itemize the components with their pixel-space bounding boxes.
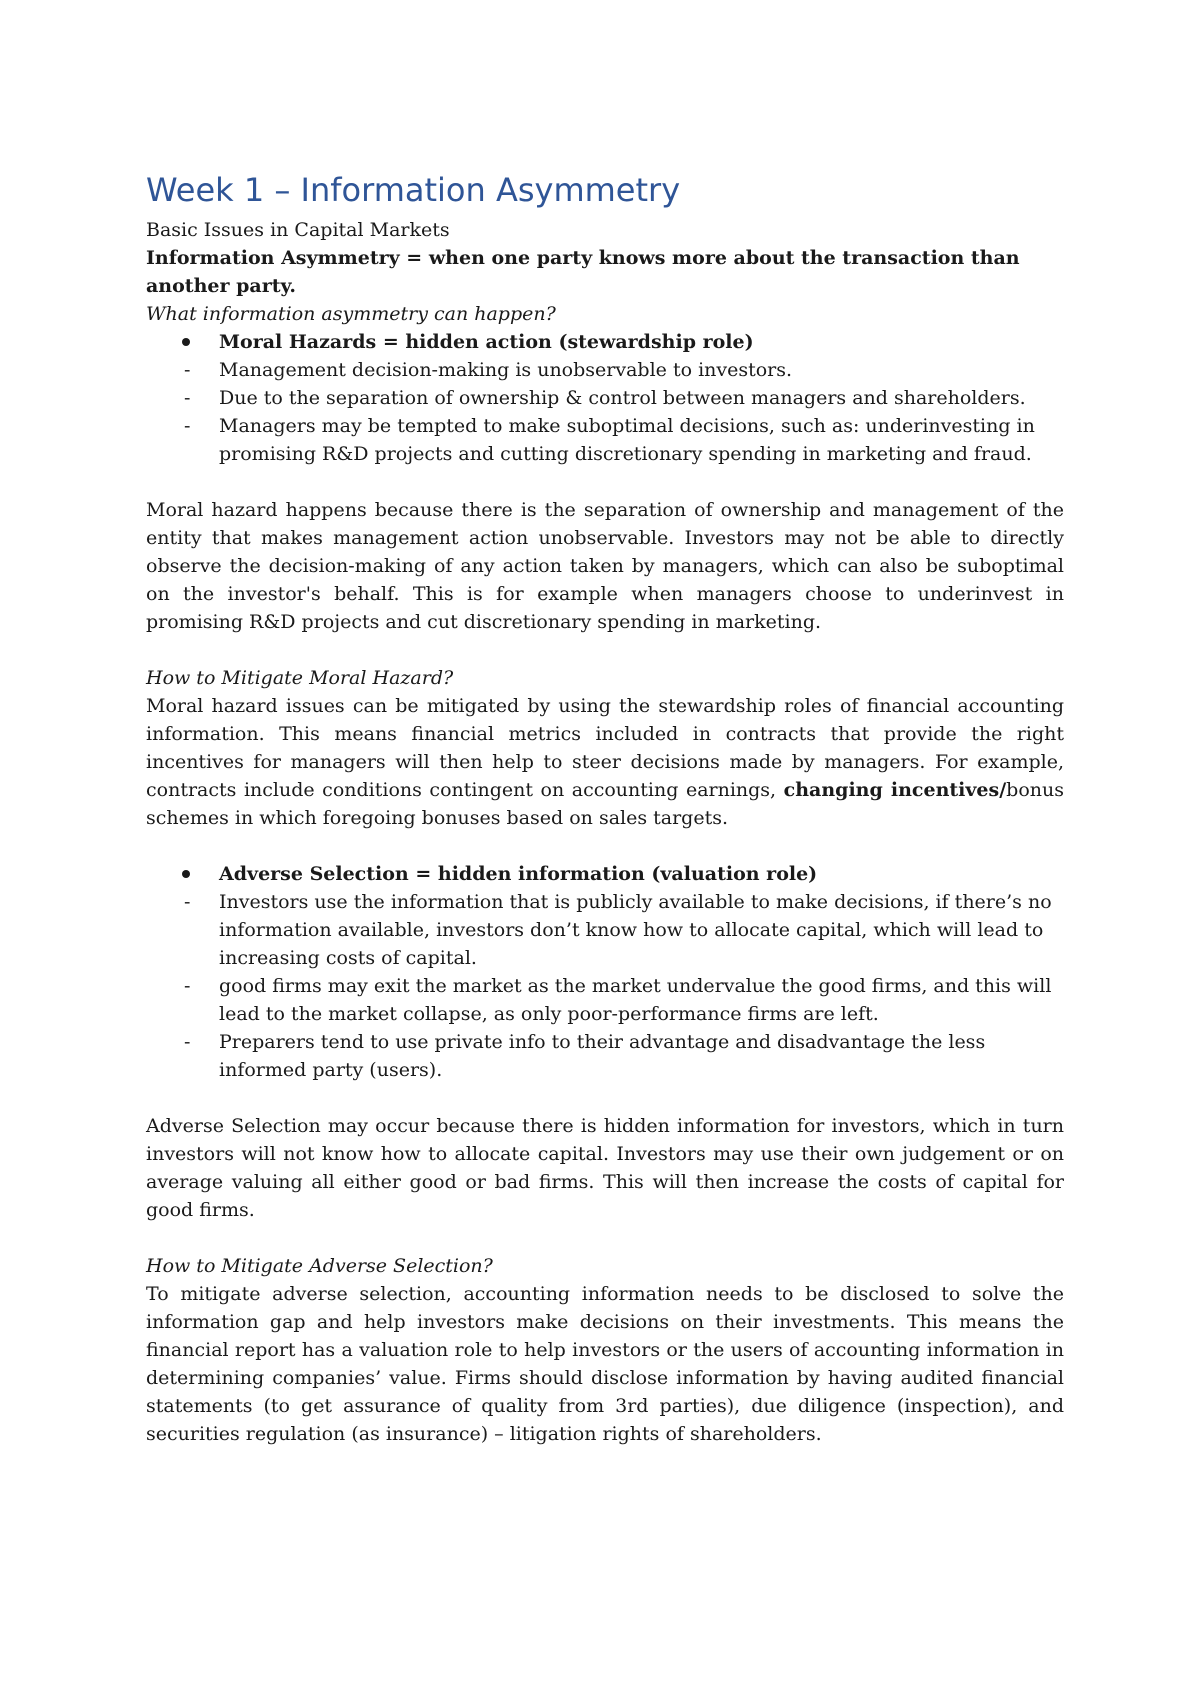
moral-hazard-points	[146, 356, 1064, 468]
adverse-selection-heading: Adverse Selection = hidden information (valuation role)	[219, 863, 818, 885]
list-item-text: good firms may exit the market as the market undervalue the good firms, and this will lead to the market collapse, as only poor-performance firms are left.	[219, 975, 1052, 1025]
adverse-selection-mitigate-paragraph: To mitigate adverse selection, accounting information needs to be disclosed to solve the information gap and help investors make decisions on their investments. This means the financial report has a valuation role to help investors or the users of accounting information in determining companies’ value. Firms should disclose information by having audited financial statements (to get assurance of quality from 3rd parties), due diligence (inspection), and securities regulation (as insurance) – litigation rights of shareholders.	[146, 1283, 1064, 1445]
document-page	[146, 168, 1064, 1448]
list-item	[146, 356, 1064, 384]
moral-hazard-bullet-list	[146, 328, 1064, 356]
page-title: Week 1 – Information Asymmetry	[146, 171, 681, 209]
moral-hazard-mitigate-paragraph	[146, 692, 1064, 832]
adverse-selection-points	[146, 888, 1064, 1084]
moral-hazard-heading: Moral Hazards = hidden action (stewardship role)	[219, 331, 754, 353]
dash-icon: -	[184, 359, 191, 381]
list-item	[146, 972, 1064, 1028]
bullet-icon	[182, 870, 190, 878]
adverse-selection-mitigate-heading: How to Mitigate Adverse Selection?	[146, 1255, 493, 1277]
dash-icon: -	[184, 975, 191, 997]
list-item	[146, 412, 1064, 468]
list-item	[146, 1028, 1064, 1084]
definition: Information Asymmetry = when one party knows more about the transaction than another party.	[146, 247, 1020, 297]
dash-icon: -	[184, 1031, 191, 1053]
list-item	[146, 384, 1064, 412]
dash-icon: -	[184, 415, 191, 437]
moral-hazard-paragraph: Moral hazard happens because there is the separation of ownership and management of the entity that makes management action unobservable. Investors may not be able to directly observe the decision-making of any action taken by managers, which can also be suboptimal on the investor's behalf. This is for example when managers choose to underinvest in promising R&D projects and cut discretionary spending in marketing.	[146, 499, 1064, 633]
adverse-selection-paragraph: Adverse Selection may occur because there is hidden information for investors, which in turn investors will not know how to allocate capital. Investors may use their own judgement or on average valuing all either good or bad firms. This will then increase the costs of capital for good firms.	[146, 1115, 1064, 1221]
subtitle: Basic Issues in Capital Markets	[146, 219, 450, 241]
list-item-text: Investors use the information that is publicly available to make decisions, if there’s no information available, investors don’t know how to allocate capital, which will lead to increasing costs of capital.	[219, 891, 1052, 969]
mitigate-text-bold: changing incentives/	[783, 779, 1007, 801]
list-item-text: Management decision-making is unobservable to investors.	[219, 359, 793, 381]
adverse-selection-bullet-list	[146, 860, 1064, 888]
list-item-text: Preparers tend to use private info to their advantage and disadvantage the less informed party (users).	[219, 1031, 986, 1081]
dash-icon: -	[184, 891, 191, 913]
list-item-text: Managers may be tempted to make suboptimal decisions, such as: underinvesting in promising R&D projects and cutting discretionary spending in marketing and fraud.	[219, 415, 1035, 465]
mitigate-text-part-2: bonus schemes in which foregoing bonuses based on sales targets.	[146, 779, 1064, 829]
moral-hazard-mitigate-heading: How to Mitigate Moral Hazard?	[146, 667, 454, 689]
list-item-text: Due to the separation of ownership & control between managers and shareholders.	[219, 387, 1026, 409]
dash-icon: -	[184, 387, 191, 409]
question-heading: What information asymmetry can happen?	[146, 303, 556, 325]
mitigate-text-part-1: Moral hazard issues can be mitigated by using the stewardship roles of financial accounting information. This means financial metrics included in contracts that provide the right incentives for managers will then help to steer decisions made by managers. For example, contracts include conditions contingent on accounting earnings,	[146, 695, 1064, 801]
list-item	[146, 888, 1064, 972]
moral-hazard-bullet	[146, 328, 1064, 356]
bullet-icon	[182, 338, 190, 346]
adverse-selection-bullet	[146, 860, 1064, 888]
